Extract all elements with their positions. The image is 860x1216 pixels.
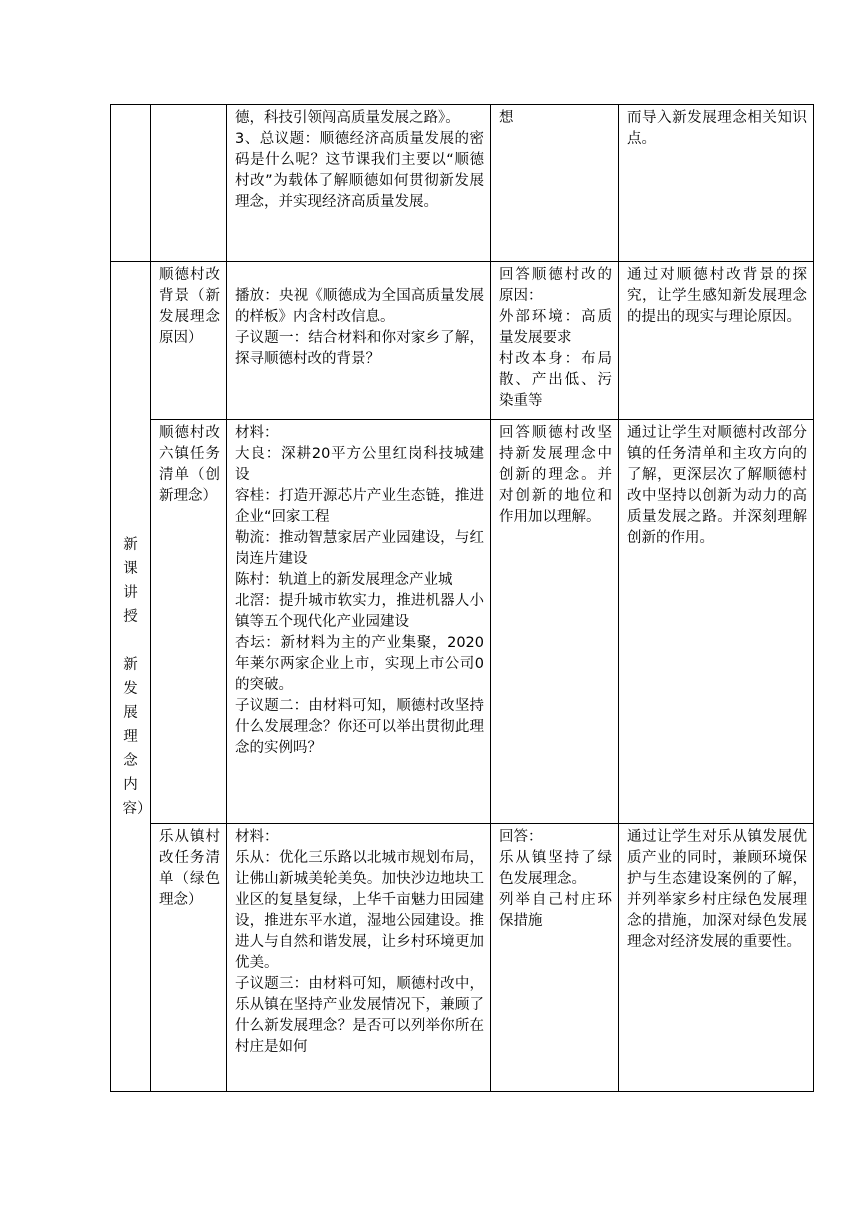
student-activity-cell: 想 bbox=[491, 105, 619, 262]
teaching-process-cell: 材料： 大良：深耕20平方公里红岗科技城建设 容桂：打造开源芯片产业生态链，推进企业“回家工程 勒流：推动智慧家居产业园建设，与红岗连片建设 陈村：轨道上的新发展理念产业城 北滘：提升城市软实力，推进机器人小镇等五个现代化产业园建设 杏坛：新材料为主的产业集聚，2020年莱尔两家企业上市，实现上市公司0的突破。 子议题二：由材料可知，顺德村改坚持什么发展理念？你还可以举出贯彻此理念的实例吗？ bbox=[227, 420, 491, 824]
table-row bbox=[111, 824, 814, 1092]
section-label: 新 课 讲 授 新 发 展 理 念 内 容） bbox=[122, 536, 152, 817]
topic-cell: 顺德村改背景（新发展理念原因） bbox=[151, 262, 227, 420]
teaching-process-cell: 德，科技引领闯高质量发展之路》。 3、总议题：顺德经济高质量发展的密码是什么呢？这节课我们主要以“顺德村改”为载体了解顺德如何贯彻新发展理念，并实现经济高质量发展。 bbox=[227, 105, 491, 262]
section-cell-empty bbox=[111, 105, 151, 262]
design-intent-cell: 通过对顺德村改背景的探究，让学生感知新发展理念的提出的现实与理论原因。 bbox=[619, 262, 814, 420]
lesson-plan-table bbox=[110, 104, 814, 1092]
student-activity-cell: 回答顺德村改的原因： 外部环境：高质量发展要求 村改本身：布局散、产出低、污染重等 bbox=[491, 262, 619, 420]
student-activity-cell: 回答： 乐从镇坚持了绿色发展理念。 列举自己村庄环保措施 bbox=[491, 824, 619, 1092]
topic-cell: 乐从镇村改任务清单（绿色理念） bbox=[151, 824, 227, 1092]
table-row bbox=[111, 262, 814, 420]
student-activity-cell: 回答顺德村改坚持新发展理念中创新的理念。并对创新的地位和作用加以理解。 bbox=[491, 420, 619, 824]
table-row bbox=[111, 420, 814, 824]
topic-cell-empty bbox=[151, 105, 227, 262]
section-label-cell bbox=[111, 262, 151, 1092]
teaching-process-cell: 播放：央视《顺德成为全国高质量发展的样板》内含村改信息。 子议题一：结合材料和你对家乡了解，探寻顺德村改的背景？ bbox=[227, 262, 491, 420]
design-intent-cell: 而导入新发展理念相关知识点。 bbox=[619, 105, 814, 262]
teaching-process-cell: 材料： 乐从：优化三乐路以北城市规划布局，让佛山新城美轮美奂。加快沙边地块工业区的复垦复绿，上华千亩魅力田园建设，推进东平水道，湿地公园建设。推进人与自然和谐发展，让乡村环境更加优美。 子议题三：由材料可知，顺德村改中，乐从镇在坚持产业发展情况下，兼顾了什么新发展理念？是否可以列举你所在村庄是如何 bbox=[227, 824, 491, 1092]
topic-cell: 顺德村改六镇任务清单（创新理念） bbox=[151, 420, 227, 824]
table-row bbox=[111, 105, 814, 262]
design-intent-cell: 通过让学生对乐从镇发展优质产业的同时，兼顾环境保护与生态建设案例的了解，并列举家乡村庄绿色发展理念的措施，加深对绿色发展理念对经济发展的重要性。 bbox=[619, 824, 814, 1092]
design-intent-cell: 通过让学生对顺德村改部分镇的任务清单和主攻方向的了解，更深层次了解顺德村改中坚持以创新为动力的高质量发展之路。并深刻理解创新的作用。 bbox=[619, 420, 814, 824]
